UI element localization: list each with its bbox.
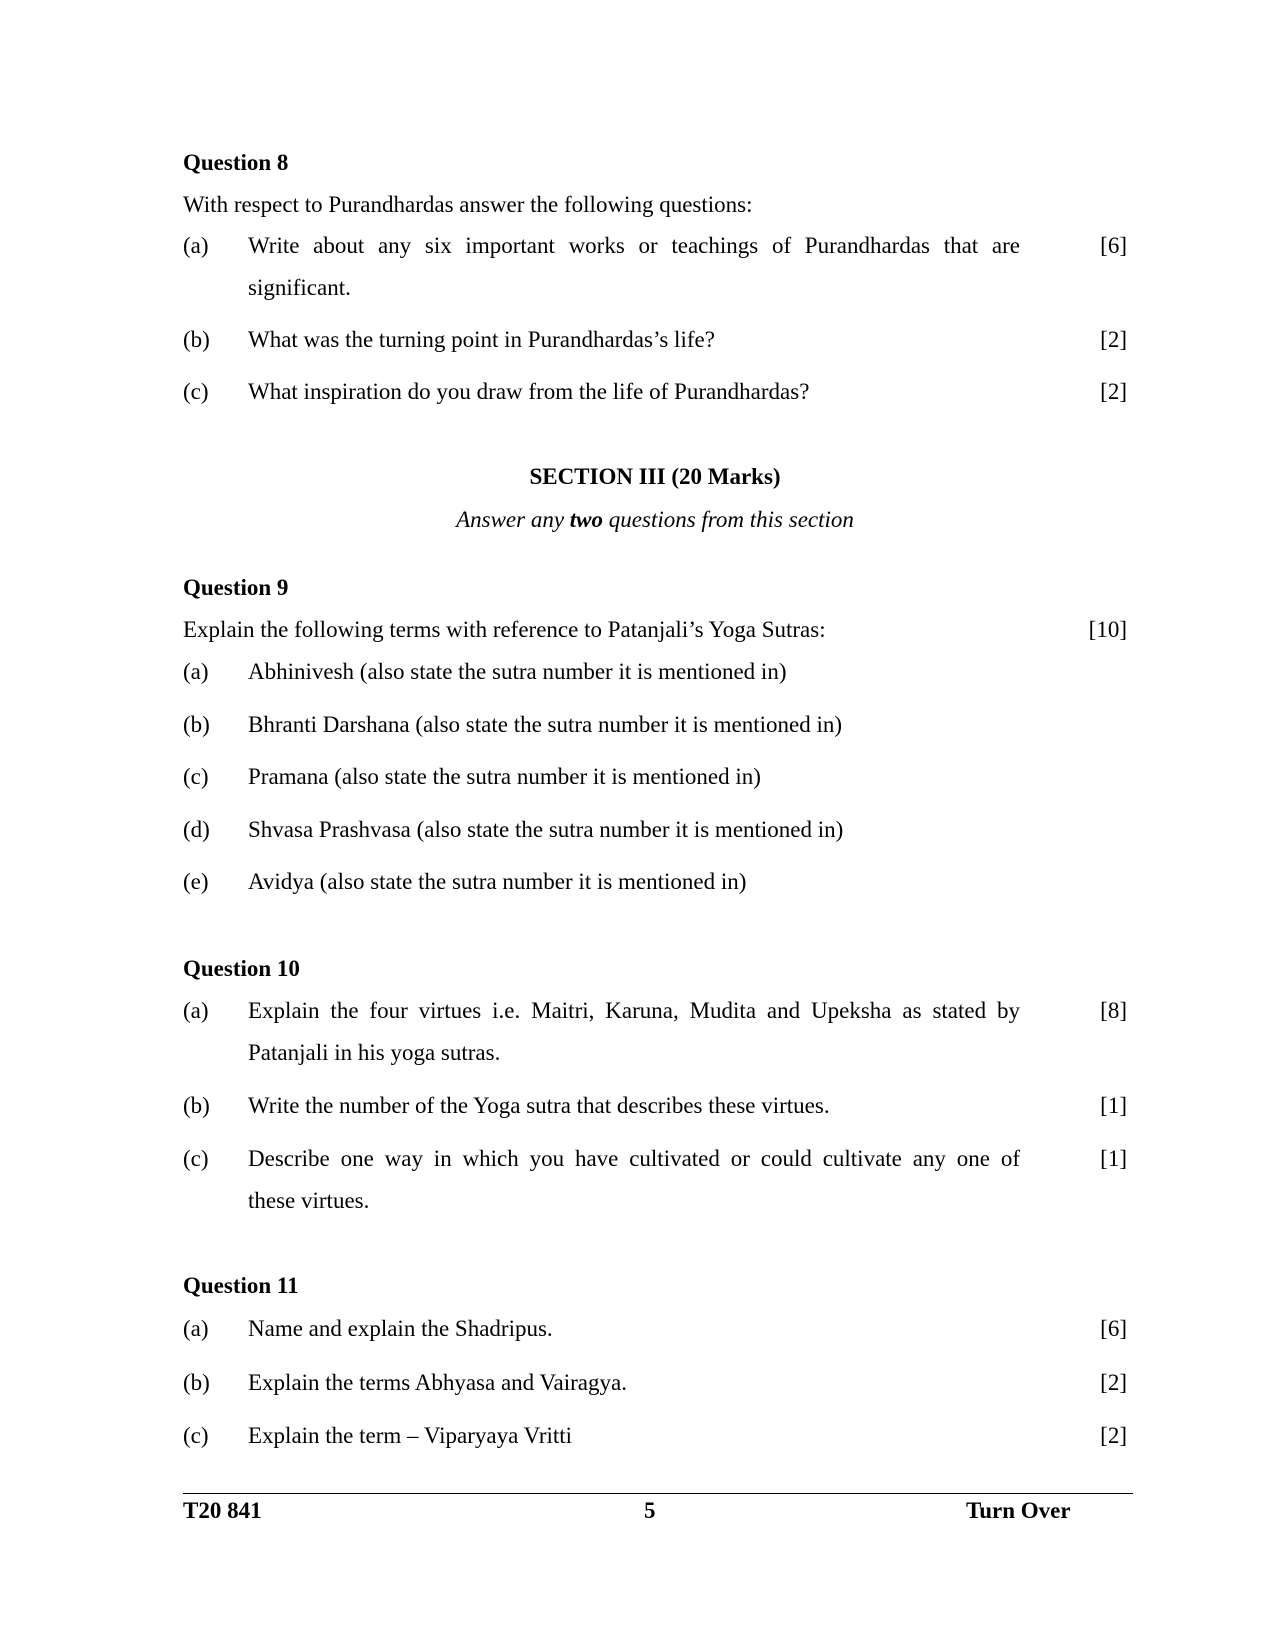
question-8-intro: With respect to Purandhardas answer the following questions: xyxy=(183,192,753,217)
question-8-heading: Question 8 xyxy=(183,150,289,175)
instruction-bold: two xyxy=(569,507,604,532)
q8-b-text: What was the turning point in Purandhardas’s life? xyxy=(248,327,715,352)
q11-a-label: (a) xyxy=(183,1316,209,1341)
q10-b-text: Write the number of the Yoga sutra that describes these virtues. xyxy=(248,1093,830,1118)
q11-b-label: (b) xyxy=(183,1370,210,1395)
q8-c-label: (c) xyxy=(183,379,209,404)
q11-c-marks: [2] xyxy=(1100,1423,1127,1448)
q9-e-label: (e) xyxy=(183,869,209,894)
q10-a-line1: Explain the four virtues i.e. Maitri, Karuna, Mudita and Upeksha as stated by xyxy=(248,998,1020,1023)
q9-a-label: (a) xyxy=(183,659,209,684)
q10-a-label: (a) xyxy=(183,998,209,1023)
question-11-heading: Question 11 xyxy=(183,1273,299,1298)
q11-c-label: (c) xyxy=(183,1423,209,1448)
q9-d-text: Shvasa Prashvasa (also state the sutra number it is mentioned in) xyxy=(248,817,844,842)
q10-b-marks: [1] xyxy=(1100,1093,1127,1118)
footer-paper-code: T20 841 xyxy=(183,1498,262,1523)
q8-b-label: (b) xyxy=(183,327,210,352)
footer-page-number: 5 xyxy=(644,1498,656,1523)
q9-marks: [10] xyxy=(1088,617,1127,642)
q8-a-line1: Write about any six important works or teachings of Purandhardas that are xyxy=(248,233,1020,258)
question-9-intro: Explain the following terms with reference to Patanjali’s Yoga Sutras: xyxy=(183,617,826,642)
q10-c-label: (c) xyxy=(183,1146,209,1171)
q11-b-text: Explain the terms Abhyasa and Vairagya. xyxy=(248,1370,627,1395)
q8-c-text: What inspiration do you draw from the life of Purandhardas? xyxy=(248,379,810,404)
q11-c-text: Explain the term – Viparyaya Vritti xyxy=(248,1423,573,1448)
footer-rule xyxy=(183,1493,1133,1494)
question-9-heading: Question 9 xyxy=(183,575,289,600)
q10-c-line1: Describe one way in which you have cultivated or could cultivate any one of xyxy=(248,1146,1020,1171)
q10-a-marks: [8] xyxy=(1100,998,1127,1023)
q10-c-marks: [1] xyxy=(1100,1146,1127,1171)
instruction-pre: Answer any xyxy=(456,507,570,532)
q11-a-text: Name and explain the Shadripus. xyxy=(248,1316,553,1341)
question-10-heading: Question 10 xyxy=(183,956,300,981)
q11-a-marks: [6] xyxy=(1100,1316,1127,1341)
footer-turn-over: Turn Over xyxy=(966,1498,1071,1523)
q8-b-marks: [2] xyxy=(1100,327,1127,352)
q8-a-line2: significant. xyxy=(248,275,351,300)
q8-c-marks: [2] xyxy=(1100,379,1127,404)
q9-b-label: (b) xyxy=(183,712,210,737)
q9-b-text: Bhranti Darshana (also state the sutra number it is mentioned in) xyxy=(248,712,843,737)
q9-a-text: Abhinivesh (also state the sutra number it is mentioned in) xyxy=(248,659,787,684)
q9-d-label: (d) xyxy=(183,817,210,842)
section-title: SECTION III (20 Marks) xyxy=(529,464,781,489)
q8-a-label: (a) xyxy=(183,233,209,258)
section-instruction xyxy=(0,506,1275,534)
q10-c-line2: these virtues. xyxy=(248,1188,370,1213)
q9-e-text: Avidya (also state the sutra number it is mentioned in) xyxy=(248,869,747,894)
q10-b-label: (b) xyxy=(183,1093,210,1118)
q9-c-text: Pramana (also state the sutra number it is mentioned in) xyxy=(248,764,761,789)
q8-a-marks: [6] xyxy=(1100,233,1127,258)
q10-a-line2: Patanjali in his yoga sutras. xyxy=(248,1040,501,1065)
q11-b-marks: [2] xyxy=(1100,1370,1127,1395)
q9-c-label: (c) xyxy=(183,764,209,789)
instruction-post: questions from this section xyxy=(603,507,854,532)
